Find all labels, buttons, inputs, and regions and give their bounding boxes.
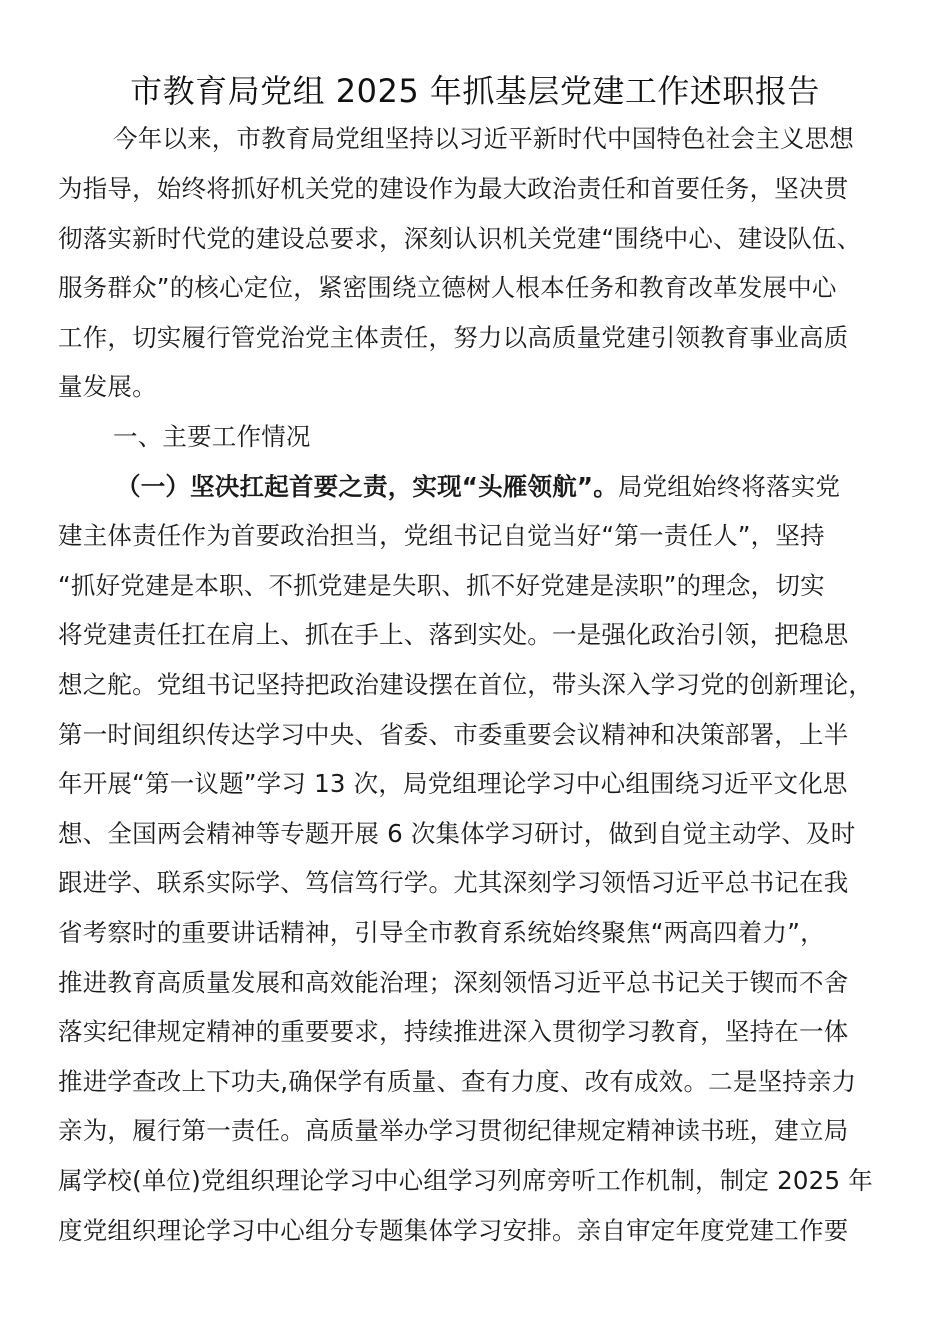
body-line: 度党组织理论学习中心组分专题集体学习安排。亲自审定年度党建工作要 bbox=[58, 1216, 849, 1245]
intro-line: 为指导，始终将抓好机关党的建设作为最大政治责任和首要任务，坚决贯 bbox=[58, 174, 849, 203]
body-line: 推进学查改上下功夫,确保学有质量、查有力度、改有成效。二是坚持亲力 bbox=[58, 1067, 857, 1096]
intro-line: 量发展。 bbox=[58, 372, 157, 401]
body-line: 想、全国两会精神等专题开展 6 次集体学习研讨，做到自觉主动学、及时 bbox=[58, 819, 856, 848]
intro-line: 服务群众”的核心定位，紧密围绕立德树人根本任务和教育改革发展中心 bbox=[58, 273, 837, 302]
intro-line: 彻落实新时代党的建设总要求，深刻认识机关党建“围绕中心、建设队伍、 bbox=[58, 224, 862, 253]
body-line: 建主体责任作为首要政治担当，党组书记自觉当好“第一责任人”，坚持 bbox=[58, 521, 825, 550]
body-line: 推进教育高质量发展和高效能治理；深刻领悟习近平总书记关于锲而不舍 bbox=[58, 968, 849, 997]
body-line: 将党建责任扛在肩上、抓在手上、落到实处。一是强化政治引领，把稳思 bbox=[58, 620, 849, 649]
body-line: 跟进学、联系实际学、笃信笃行学。尤其深刻学习领悟习近平总书记在我 bbox=[58, 868, 849, 897]
body-line: 第一时间组织传达学习中央、省委、市委重要会议精神和决策部署，上半 bbox=[58, 720, 849, 749]
body-line: 省考察时的重要讲话精神，引导全市教育系统始终聚焦“两高四着力”， bbox=[58, 918, 825, 947]
body-line: 属学校(单位)党组织理论学习中心组学习列席旁听工作机制，制定 2025 年 bbox=[58, 1166, 873, 1195]
subsection-first-line bbox=[116, 462, 950, 512]
body-line: “抓好党建是本职、不抓党建是失职、抓不好党建是渎职”的理念，切实 bbox=[58, 571, 825, 600]
body-line: 想之舵。党组书记坚持把政治建设摆在首位，带头深入学习党的创新理论， bbox=[58, 670, 874, 699]
document-title: 市教育局党组 2025 年抓基层党建工作述职报告 bbox=[130, 72, 820, 110]
intro-line: 今年以来，市教育局党组坚持以习近平新时代中国特色社会主义思想 bbox=[113, 124, 854, 153]
body-line: 年开展“第一议题”学习 13 次，局党组理论学习中心组围绕习近平文化思 bbox=[58, 769, 848, 798]
intro-line: 工作，切实履行管党治党主体责任，努力以高质量党建引领教育事业高质 bbox=[58, 323, 849, 352]
subsection-heading: （一）坚决扛起首要之责，实现“头雁领航”。 bbox=[116, 472, 618, 501]
body-line: 落实纪律规定精神的重要要求，持续推进深入贯彻学习教育，坚持在一体 bbox=[58, 1017, 849, 1046]
section-heading: 一、主要工作情况 bbox=[113, 422, 311, 451]
body-line: 亲为，履行第一责任。高质量举办学习贯彻纪律规定精神读书班，建立局 bbox=[58, 1116, 849, 1145]
subsection-first-line-text: 局党组始终将落实党 bbox=[617, 472, 841, 501]
